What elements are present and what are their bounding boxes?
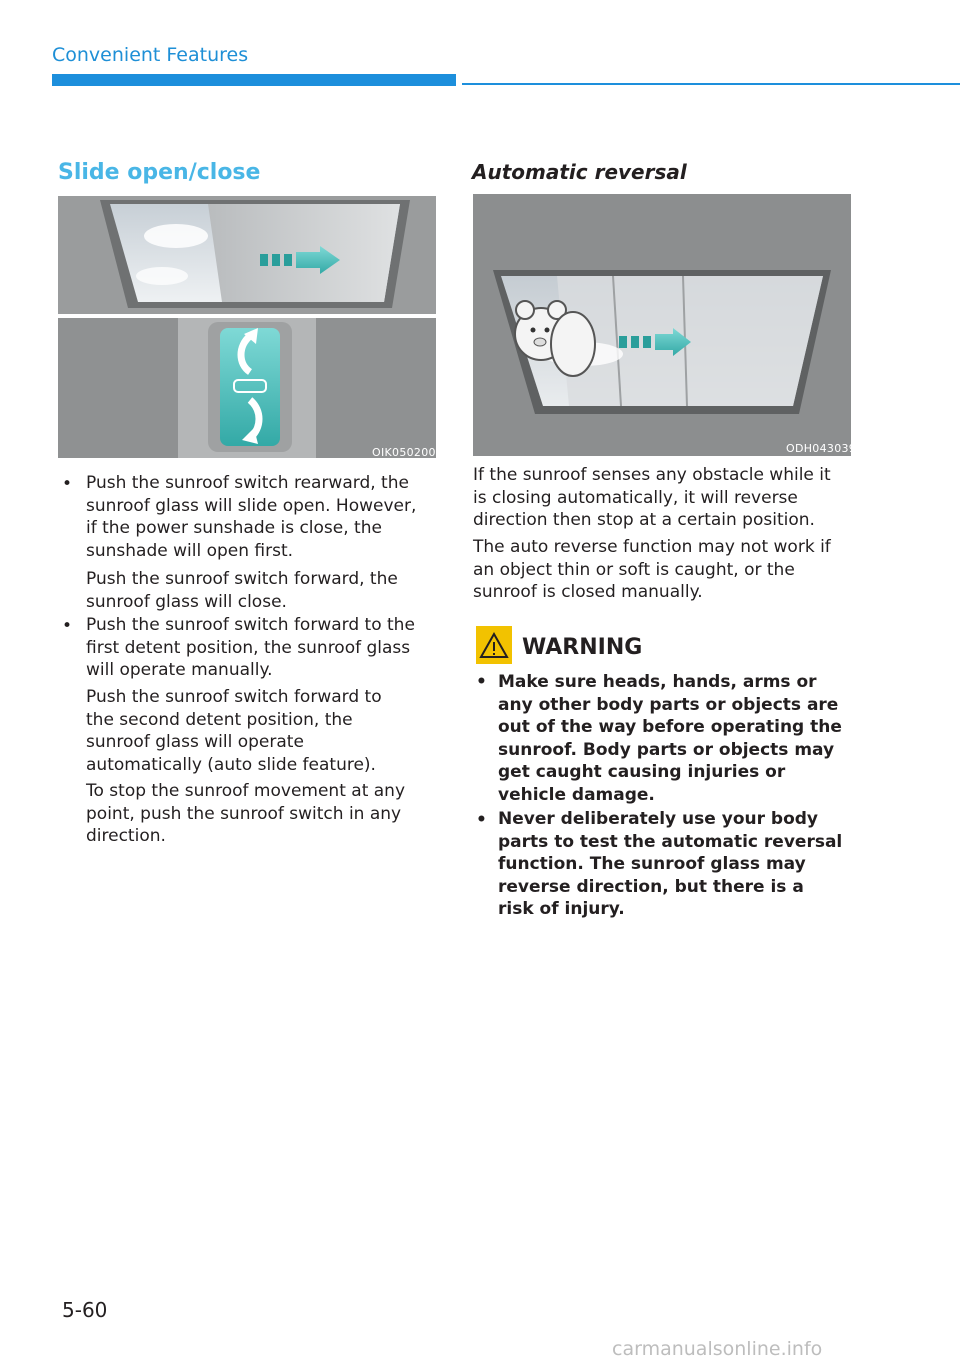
header-rule-thick	[52, 74, 456, 86]
warning-triangle-icon	[476, 626, 512, 664]
bullet-paragraph: Push the sunroof switch forward to the second detent position, the sunroof glass will operate automatically (auto slide feature).	[86, 687, 382, 775]
header-rule-thin	[462, 83, 960, 85]
warning-bullet: Make sure heads, hands, arms or any other body parts or objects are out of the way before operating the sunroof. Body parts or objects may get caught causing injuries or vehicle damage.	[498, 672, 842, 805]
page-number: 5-60	[62, 1298, 108, 1322]
bullet-paragraph: Push the sunroof switch forward to the first detent position, the sunroof glass will operate manually.	[86, 615, 415, 680]
body-paragraph: If the sunroof senses any obstacle while it is closing automatically, it will reverse direction then stop at a certain position.	[473, 465, 831, 530]
figure-code-left: OIK050200	[372, 446, 436, 459]
figure-code-right: ODH043039	[786, 442, 857, 455]
watermark: carmanualsonline.info	[612, 1338, 823, 1360]
bullet-paragraph: To stop the sunroof movement at any point, push the sunroof switch in any direction.	[86, 781, 406, 846]
section-title: Slide open/close	[58, 160, 261, 185]
bullet-marker: •	[476, 672, 487, 692]
bullet-marker: •	[62, 474, 73, 494]
chapter-title: Convenient Features	[52, 44, 249, 66]
body-paragraph: The auto reverse function may not work if an object thin or soft is caught, or the sunroof is closed manually.	[473, 537, 831, 602]
warning-title: WARNING	[522, 635, 643, 660]
subsection-title: Automatic reversal	[472, 160, 687, 184]
sunroof-slide-illustration	[58, 196, 436, 458]
bullet-paragraph: Push the sunroof switch rearward, the sunroof glass will slide open. However, if the power sunshade is close, the sunshade will open first.	[86, 473, 417, 561]
automatic-reversal-drawing	[473, 194, 851, 456]
sunroof-slide-drawing	[58, 196, 436, 458]
bullet-marker: •	[62, 616, 73, 636]
bullet-paragraph: Push the sunroof switch forward, the sunroof glass will close.	[86, 569, 398, 612]
warning-bullet: Never deliberately use your body parts to test the automatic reversal function. The sunroof glass may reverse direction, but there is a risk of injury.	[498, 809, 843, 919]
bullet-marker: •	[476, 810, 487, 830]
automatic-reversal-illustration	[473, 194, 851, 456]
